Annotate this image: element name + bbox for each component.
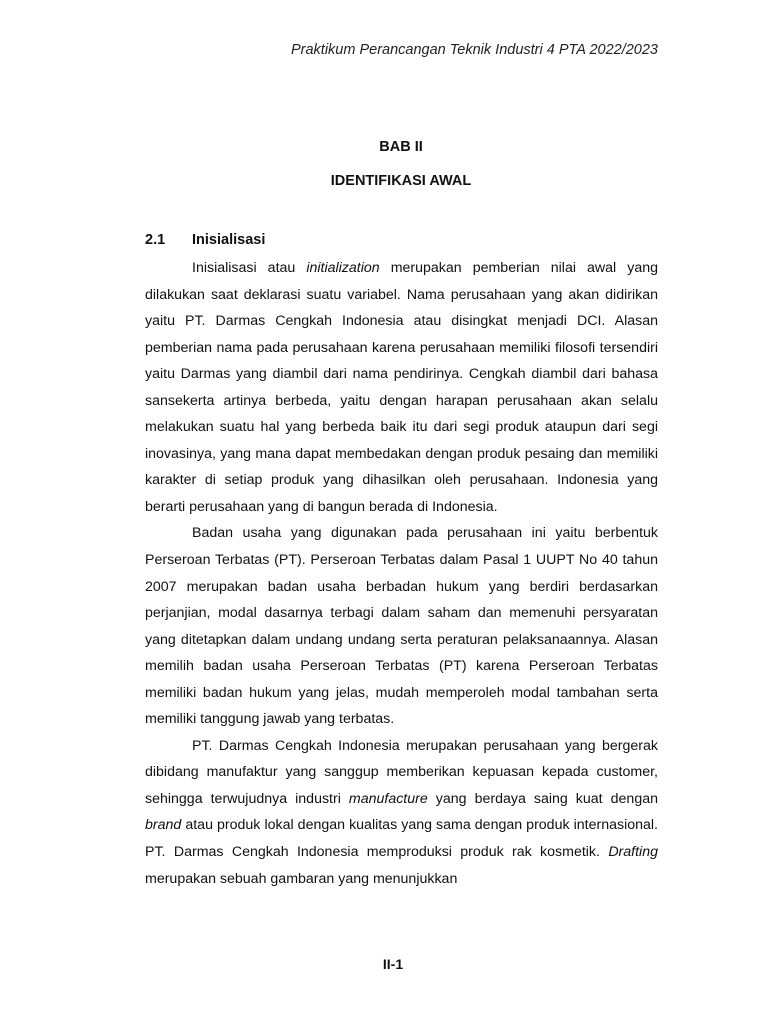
paragraph-3-text-b: yang berdaya saing kuat dengan bbox=[427, 790, 658, 807]
section-heading bbox=[145, 232, 265, 248]
paragraph-3-italic-term-c: Drafting bbox=[608, 844, 658, 861]
page-number: II-1 bbox=[382, 956, 404, 972]
paragraph-3-italic-term-a: manufacture bbox=[348, 790, 428, 807]
section-number: 2.1 bbox=[145, 232, 166, 248]
paragraph-1 bbox=[145, 255, 658, 520]
paragraph-3-text-c: atau produk lokal dengan kualitas yang sama dengan produk internasional. PT. Darmas Cengkah Indonesia memproduksi produk rak kosmetik. bbox=[145, 817, 658, 861]
body-text bbox=[145, 255, 658, 892]
chapter-title: IDENTIFIKASI AWAL bbox=[330, 173, 472, 189]
running-header: Praktikum Perancangan Teknik Industri 4 PTA 2022/2023 bbox=[290, 42, 658, 58]
paragraph-3-text-d: merupakan sebuah gambaran yang menunjukkan bbox=[145, 870, 458, 887]
paragraph-1-text-a: Inisialisasi atau bbox=[192, 260, 307, 276]
paragraph-3 bbox=[145, 733, 658, 892]
section-title: Inisialisasi bbox=[192, 232, 266, 248]
paragraph-3-italic-term-b: brand bbox=[145, 817, 182, 834]
paragraph-1-text-b: merupakan pemberian nilai awal yang dilakukan saat deklarasi suatu variabel. Nama perusahaan yang akan didirikan yaitu PT. Darmas Cengkah Indonesia atau disingkat menjadi DCI. Alasan pemberian nama pada perusahaan karena perusahaan memiliki filosofi tersendiri yaitu Darmas yang diambil dari nama pendirinya. Cengkah diambil dari bahasa sansekerta artinya berbeda, yaitu dengan harapan perusahaan akan selalu melakukan suatu hal yang berbeda baik itu dari segi produk ataupun dari segi inovasinya, yang mana dapat membedakan dengan produk pesaing dan memiliki karakter di setiap produk yang dihasilkan oleh perusahaan. Indonesia yang berarti perusahaan yang di bangun berada di Indonesia. bbox=[145, 260, 659, 515]
paragraph-1-italic-term: initialization bbox=[306, 260, 380, 276]
paragraph-2: Badan usaha yang digunakan pada perusahaan ini yaitu berbentuk Perseroan Terbatas (PT). Perseroan Terbatas dalam Pasal 1 UUPT No 40 tahun 2007 merupakan badan usaha berbadan hukum yang berdiri berdasarkan perjanjian, modal dasarnya terbagi dalam saham dan memenuhi persyaratan yang ditetapkan dalam undang undang serta peraturan pelaksanaannya. Alasan memilih badan usaha Perseroan Terbatas (PT) karena Perseroan Terbatas memiliki badan hukum yang jelas, mudah memperoleh modal tambahan serta memiliki tanggung jawab yang terbatas. bbox=[145, 525, 658, 728]
paragraph-3-text-a: PT. Darmas Cengkah Indonesia merupakan perusahaan yang bergerak dibidang manufaktur yang sanggup memberikan kepuasan kepada customer, sehingga terwujudnya industri bbox=[145, 737, 658, 807]
chapter-number: BAB II bbox=[379, 139, 423, 155]
